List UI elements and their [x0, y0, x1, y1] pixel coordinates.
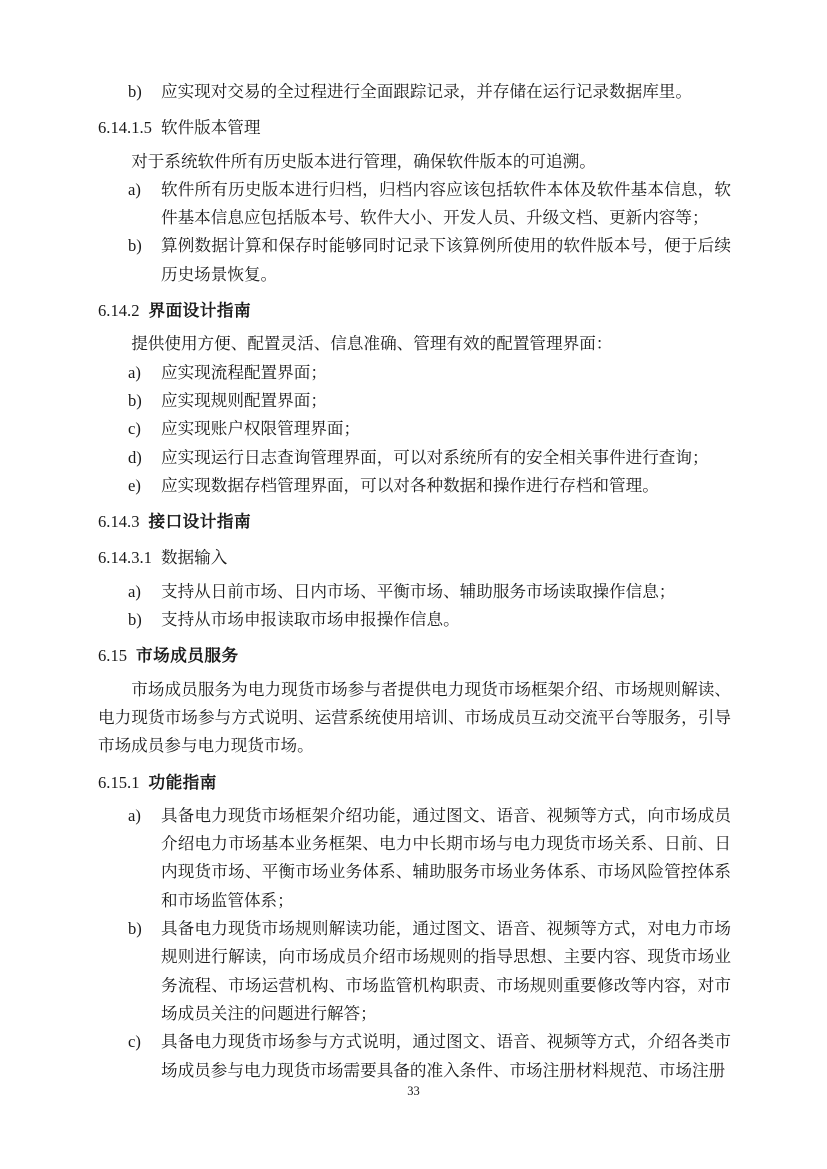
- list-item-text: 算例数据计算和保存时能够同时记录下该算例所使用的软件版本号，便于后续历史场景恢复。: [161, 236, 731, 284]
- list-item: [98, 802, 731, 915]
- list-item-text: 应实现数据存档管理界面，可以对各种数据和操作进行存档和管理。: [161, 475, 659, 495]
- list-item: [98, 915, 731, 1028]
- heading-number: 6.14.1.5: [98, 118, 152, 138]
- list-item-text: 应实现流程配置界面；: [161, 362, 327, 382]
- list-item: [98, 232, 731, 289]
- list-item-text: 应实现规则配置界面；: [161, 390, 327, 410]
- paragraph: 对于系统软件所有历史版本进行管理，确保软件版本的可追溯。: [131, 151, 596, 171]
- heading-number: 6.14.2: [98, 301, 140, 321]
- list-marker: a): [128, 179, 141, 199]
- list-item-text: 支持从日前市场、日内市场、平衡市场、辅助服务市场读取操作信息；: [161, 581, 676, 601]
- list-marker: a): [128, 805, 141, 825]
- section-heading-6-14-3-1: [98, 544, 731, 572]
- list-item-text: 应实现账户权限管理界面；: [161, 419, 361, 439]
- list-item: [98, 578, 731, 606]
- list-item-text: 应实现对交易的全过程进行全面跟踪记录，并存储在运行记录数据库里。: [161, 82, 692, 101]
- list-item-text: 应实现运行日志查询管理界面，可以对系统所有的安全相关事件进行查询；: [161, 447, 709, 467]
- heading-number: 6.15.1: [98, 772, 140, 792]
- list-item: [98, 472, 731, 500]
- list-item-text: 软件所有历史版本进行归档，归档内容应该包括软件本体及软件基本信息，软件基本信息应包括版本号、软件大小、开发人员、升级文档、更新内容等；: [161, 179, 731, 228]
- list-marker: b): [128, 919, 142, 939]
- heading-title: 软件版本管理: [160, 118, 261, 138]
- list-marker: e): [128, 475, 141, 495]
- heading-title: 接口设计指南: [148, 512, 252, 532]
- heading-title: 市场成员服务: [136, 646, 239, 666]
- heading-title: 功能指南: [148, 772, 217, 792]
- list-marker: b): [128, 610, 142, 630]
- section-heading-6-14-3: [98, 508, 731, 536]
- list-marker: c): [128, 1032, 141, 1052]
- list-marker: b): [128, 390, 142, 410]
- list-marker: a): [128, 362, 141, 382]
- list-item: [98, 387, 731, 415]
- paragraph: 市场成员服务为电力现货市场参与者提供电力现货市场框架介绍、市场规则解读、电力现货市场参与方式说明、运营系统使用培训、市场成员互动交流平台等服务，引导市场成员参与电力现货市场。: [98, 679, 731, 756]
- page-number: 33: [407, 1084, 420, 1098]
- list-item: [98, 359, 731, 387]
- heading-title: 界面设计指南: [148, 301, 252, 321]
- list-marker: b): [128, 82, 142, 101]
- heading-number: 6.14.3: [98, 512, 140, 532]
- heading-number: 6.15: [98, 646, 128, 666]
- list-marker: b): [128, 236, 142, 256]
- paragraph: 提供使用方便、配置灵活、信息准确、管理有效的配置管理界面：: [131, 334, 613, 354]
- list-item: [98, 606, 731, 634]
- list-item-text: 支持从市场申报读取市场申报操作信息。: [161, 610, 460, 630]
- list-item-text: 具备电力现货市场框架介绍功能，通过图文、语音、视频等方式，向市场成员介绍电力市场基本业务框架、电力中长期市场与电力现货市场关系、日前、日内现货市场、平衡市场业务体系、辅助服务市场业务体系、市场风险管控体系和市场监管体系；: [161, 805, 731, 910]
- list-item: [98, 444, 731, 472]
- list-item: [98, 78, 731, 106]
- list-item: [98, 176, 731, 233]
- list-marker: a): [128, 581, 141, 601]
- heading-title: 数据输入: [160, 548, 228, 568]
- list-marker: d): [128, 447, 142, 467]
- page-content: [98, 78, 731, 1085]
- list-item: [98, 1028, 731, 1085]
- section-heading-6-15: [98, 642, 731, 670]
- list-item-text: 具备电力现货市场规则解读功能，通过图文、语音、视频等方式，对电力市场规则进行解读，向市场成员介绍市场规则的指导思想、主要内容、现货市场业务流程、市场运营机构、市场监管机构职责、市场规则重要修改等内容，对市场成员关注的问题进行解答；: [161, 919, 731, 1023]
- list-marker: c): [128, 419, 141, 439]
- list-item: [98, 415, 731, 443]
- section-heading-6-14-1-5: [98, 114, 731, 142]
- list-item-text: 具备电力现货市场参与方式说明，通过图文、语音、视频等方式，介绍各类市场成员参与电力现货市场需要具备的准入条件、市场注册材料规范、市场注册: [161, 1032, 731, 1080]
- section-heading-6-14-2: [98, 297, 731, 325]
- heading-number: 6.14.3.1: [98, 548, 152, 568]
- section-heading-6-15-1: [98, 769, 731, 797]
